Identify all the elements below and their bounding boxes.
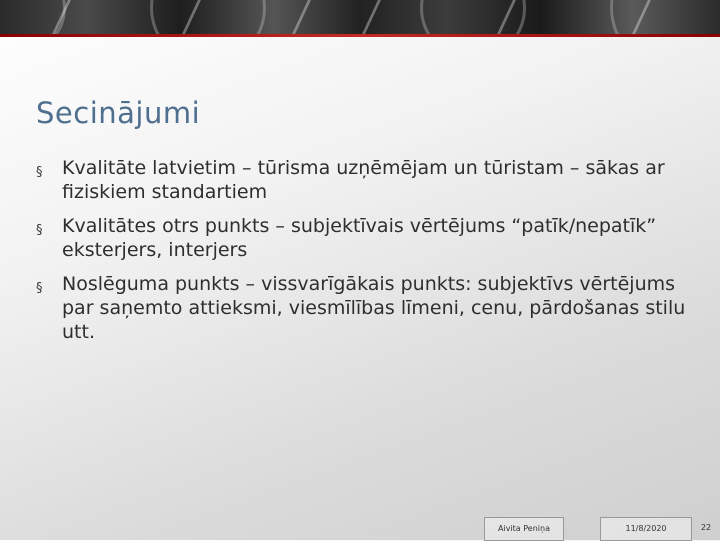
footer-author: Aivita Peniņa xyxy=(484,517,564,541)
footer-page-number: 22 xyxy=(700,523,712,532)
bullet-item xyxy=(36,156,696,204)
bullet-marker-icon: § xyxy=(36,223,43,238)
slide-title: Secinājumi xyxy=(36,96,201,130)
bullet-marker-icon: § xyxy=(36,165,43,180)
bullet-item xyxy=(36,272,696,344)
bullet-text: Kvalitāte latvietim – tūrisma uzņēmējam un tūristam – sākas ar fiziskiem standartiem xyxy=(62,157,665,203)
bullet-marker-icon: § xyxy=(36,281,43,296)
header-banner-image xyxy=(0,0,720,34)
bullet-text: Kvalitātes otrs punkts – subjektīvais vērtējums “patīk/nepatīk” eksterjers, interjers xyxy=(62,215,657,261)
header-accent-line xyxy=(0,34,720,37)
footer-date: 11/8/2020 xyxy=(600,517,692,541)
bullet-item xyxy=(36,214,696,262)
bullet-text: Noslēguma punkts – vissvarīgākais punkts: subjektīvs vērtējums par saņemto attieksmi, viesmīlības līmeni, cenu, pārdošanas stilu utt. xyxy=(62,273,686,343)
bullet-list xyxy=(36,156,696,354)
